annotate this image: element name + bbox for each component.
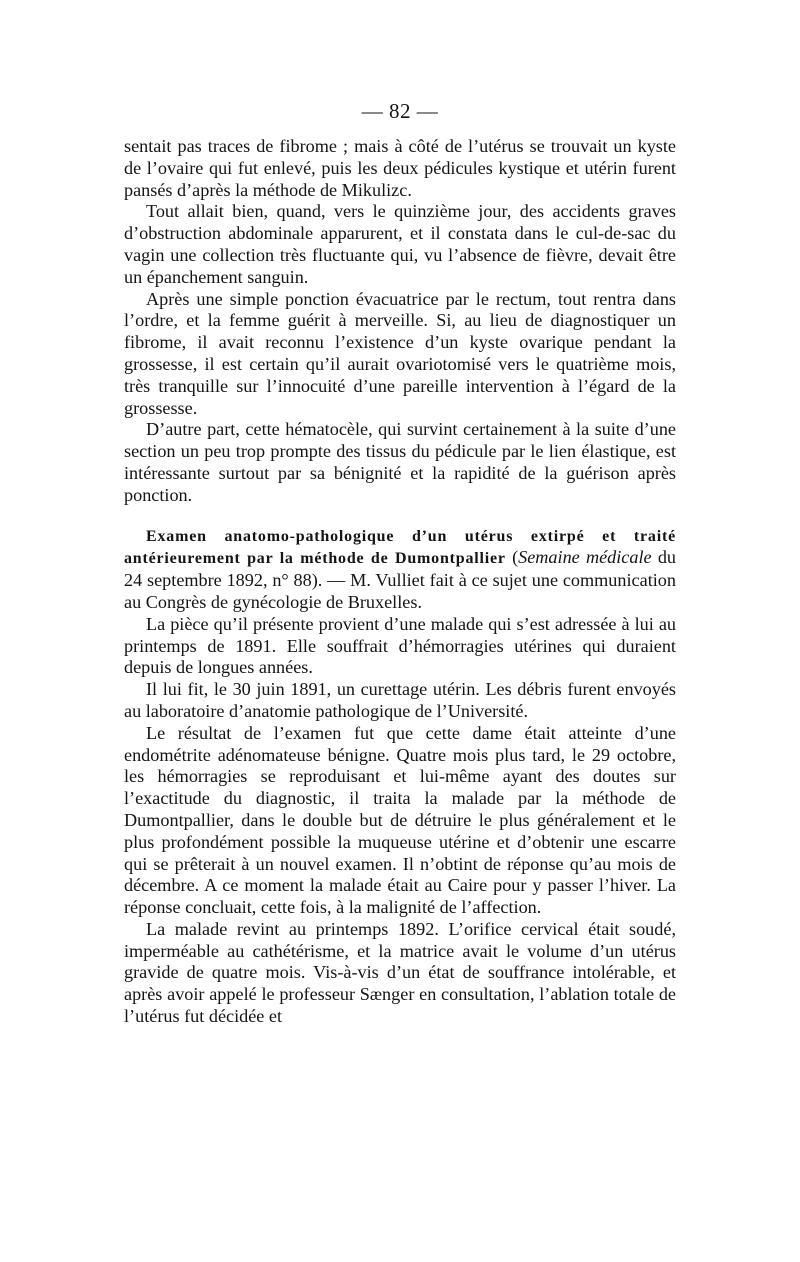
paragraph-piece: La pièce qu’il présente provient d’une malade qui s’est adressée à lui au printemps de 1891. Elle souffrait d’hémorragies utérines qui duraient depuis de longues années.	[124, 613, 676, 678]
section-heading: Examen anatomo-pathologique d’un utérus extirpé et traité antérieurement par la méthode de Dumontpallier	[124, 527, 676, 568]
section-spacer	[124, 507, 676, 525]
page-number: — 82 —	[361, 99, 439, 123]
citation-open: (	[512, 547, 519, 568]
paragraph-retour: La malade revint au printemps 1892. L’orifice cervical était soudé, imperméable au cathétérisme, et la matrice avait le volume d’un utérus gravide de quatre mois. Vis-à-vis d’un état de souffrance intolérable, et après avoir appelé le professeur Sænger en consultation, l’ablation totale de l’utérus fut décidée et	[124, 918, 676, 1027]
paragraph-ponction: Après une simple ponction évacuatrice par le rectum, tout rentra dans l’ordre, et la femme guérit à merveille. Si, au lieu de diagnostiquer un fibrome, il avait reconnu l’existence d’un kyste ovarique pendant la grossesse, il est certain qu’il aurait ovariotomisé vers le quatrième mois, très tranquille sur l’innocuité d’une pareille intervention à l’égard de la grossesse.	[124, 288, 676, 418]
citation-rest: du 24 septembre 1892, n° 88). — M. Vulliet fait à ce sujet une communication au Congrès de gynécologie de Bruxelles.	[124, 547, 677, 612]
paragraph-curettage: Il lui fit, le 30 juin 1891, un curettage utérin. Les débris furent envoyés au laboratoire d’anatomie pathologique de l’Université.	[124, 679, 676, 721]
paragraph-continued: sentait pas traces de fibrome ; mais à côté de l’utérus se trouvait un kyste de l’ovaire qui fut enlevé, puis les deux pédicules kystique et utérin furent pansés d’après la méthode de Mikulizc.	[124, 136, 676, 200]
book-page	[124, 96, 676, 1028]
section-intro	[124, 525, 676, 614]
paragraph-resultat: Le résultat de l’examen fut que cette dame était atteinte d’une endométrite adénomateuse bénigne. Quatre mois plus tard, le 29 octobre, les hémorragies se reproduisant et lui-même ayant des doutes sur l’exactitude du diagnostic, il traita la malade par la méthode de Dumontpallier, dans le double but de détruire le plus généralement et le plus profondément possible la muqueuse utérine et d’obtenir une escarre qui se prêterait à un nouvel examen. Il n’obtint de réponse qu’au mois de décembre. A ce moment la malade était au Caire pour y passer l’hiver. La réponse concluait, cette fois, à la malignité de l’affection.	[124, 722, 676, 918]
paragraph-obstruction: Tout allait bien, quand, vers le quinzième jour, des accidents graves d’obstruction abdominale apparurent, et il constata dans le cul-de-sac du vagin une collection très fluctuante qui, vu l’absence de fièvre, devait être un épanchement sanguin.	[124, 201, 676, 287]
paragraph-hematocele: D’autre part, cette hématocèle, qui survint certainement à la suite d’une section un peu trop prompte des tissus du pédicule par le lien élastique, est intéressante surtout par sa bénignité et la rapidité de la guérison après ponction.	[124, 419, 676, 505]
citation-journal: Semaine médicale	[518, 547, 652, 568]
